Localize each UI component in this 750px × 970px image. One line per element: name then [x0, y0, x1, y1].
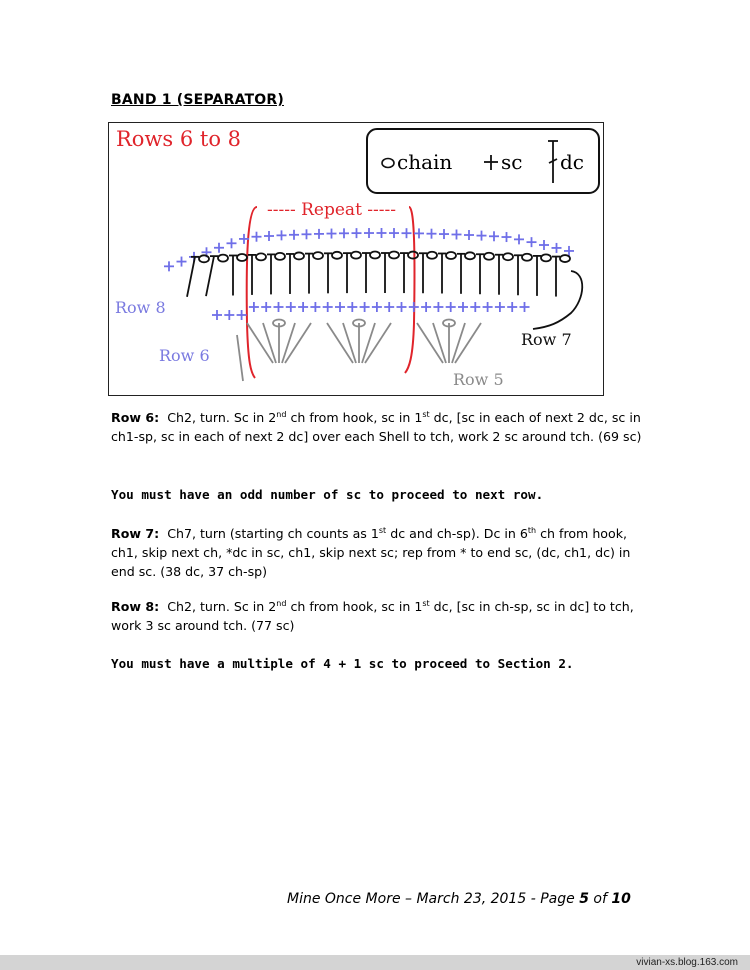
- row6-label: Row 6: [159, 346, 210, 365]
- dc7-chain-18: [541, 254, 551, 261]
- diagram-title: Rows 6 to 8: [116, 127, 242, 151]
- page-footer: [287, 891, 631, 907]
- sc-top-14: [339, 228, 349, 238]
- row8-text-2: ch from hook, sc in 1: [286, 599, 423, 614]
- dc7-chain-14: [465, 252, 475, 259]
- sc-top-0: [164, 261, 174, 271]
- sc-mid-18: [433, 302, 443, 312]
- sc-mid-9: [323, 302, 333, 312]
- sc-mid-1: [224, 310, 234, 320]
- dc7-chain-16: [503, 253, 513, 260]
- sc-mid-8: [310, 302, 320, 312]
- dc7-chain-12: [427, 252, 437, 259]
- sc-top-4: [214, 243, 224, 253]
- sc-mid-5: [274, 302, 284, 312]
- dc7-stem-0: [187, 257, 195, 297]
- dc7-chain-2: [237, 254, 247, 261]
- sc-top-7: [252, 232, 262, 242]
- sc-mid-23: [495, 302, 505, 312]
- sc-mid-19: [446, 302, 456, 312]
- note-multiple: You must have a multiple of 4 + 1 sc to proceed to Section 2.: [111, 656, 574, 671]
- row7-sup-2: th: [527, 526, 537, 535]
- dc7-chain-6: [313, 252, 323, 259]
- row8-text-3: dc, [sc in ch-sp, sc in dc] to tch, work 3 sc around tch. (77 sc): [111, 599, 634, 633]
- sc-top-22: [439, 229, 449, 239]
- row7-sup-1: st: [378, 526, 387, 535]
- sc-top-12: [314, 229, 324, 239]
- repeat-label: ----- Repeat -----: [267, 200, 397, 220]
- sc-top-21: [427, 229, 437, 239]
- footer-page-number: 5: [579, 891, 589, 907]
- row6-edge-stem: [237, 335, 243, 381]
- dc7-chain-13: [446, 252, 456, 259]
- row6-sc-marks: [212, 302, 530, 320]
- row8-label-text: Row 8: [111, 599, 155, 614]
- row6-text-1: Ch2, turn. Sc in 2: [167, 410, 277, 425]
- sc-mid-3: [249, 302, 259, 312]
- sc-top-18: [389, 228, 399, 238]
- row6-label-text: Row 6: [111, 410, 155, 425]
- sc-mid-12: [360, 302, 370, 312]
- row7-turning-chain: [533, 271, 582, 329]
- row8-text-1: Ch2, turn. Sc in 2: [167, 599, 277, 614]
- sc-top-16: [364, 228, 374, 238]
- footer-of: of: [588, 891, 612, 907]
- sc-mid-10: [335, 302, 345, 312]
- row6-text-3: dc, [sc in each of next 2 dc, sc in ch1-sp, sc in each of next 2 dc] over each Shell to tch, work 2 sc around tch. (69 sc): [111, 410, 642, 444]
- sc-top-5: [227, 238, 237, 248]
- sc-top-30: [539, 240, 549, 250]
- dc7-chain-3: [256, 253, 266, 260]
- sc-top-20: [414, 228, 424, 238]
- row6-sup-1: nd: [276, 410, 287, 419]
- sc-mid-13: [372, 302, 382, 312]
- row8-label: Row 8: [115, 298, 166, 317]
- legend-chain-label: chain: [397, 150, 453, 174]
- row7-text-2: dc and ch-sp). Dc in 6: [386, 526, 528, 541]
- sc-top-8: [264, 231, 274, 241]
- sc-mid-7: [298, 302, 308, 312]
- note-odd-number: You must have an odd number of sc to proceed to next row.: [111, 487, 544, 502]
- legend-dc-label: dc: [560, 150, 585, 174]
- row6-instruction: Row 6: Ch2, turn. Sc in 2nd ch from hook, sc in 1st dc, [sc in each of next 2 dc, sc in ch1-sp, sc in each of next 2 dc] over each Shell to tch, work 2 sc around tch. (69 sc): [111, 410, 642, 444]
- dc7-chain-17: [522, 254, 532, 261]
- dc7-chain-10: [389, 252, 399, 259]
- dc7-chain-9: [370, 252, 380, 259]
- dc7-chain-7: [332, 252, 342, 259]
- row5-shell-marks: [237, 320, 481, 382]
- row6-text-2: ch from hook, sc in 1: [286, 410, 423, 425]
- sc-top-1: [177, 257, 187, 267]
- sc-icon: [484, 155, 498, 170]
- dc7-chain-11: [408, 252, 418, 259]
- stitch-diagram: [108, 122, 604, 396]
- row8-sup-1: nd: [276, 599, 287, 608]
- row7-text-1: Ch7, turn (starting ch counts as 1: [167, 526, 379, 541]
- row8-sc-marks: [164, 228, 574, 271]
- row8-sup-2: st: [422, 599, 430, 608]
- sc-top-10: [289, 230, 299, 240]
- sc-top-27: [502, 232, 512, 242]
- row7-text-3: ch from hook, ch1, skip next ch, *dc in sc, ch1, skip next sc; rep from * to end sc, (dc, ch1, dc) in end sc. (38 dc, 37 ch-sp): [111, 526, 631, 579]
- footer-page-total: 10: [611, 891, 631, 907]
- sc-top-15: [352, 228, 362, 238]
- dc7-chain-1: [218, 255, 228, 262]
- sc-top-31: [552, 243, 562, 253]
- dc7-chain-5: [294, 252, 304, 259]
- row8-instruction: Row 8: Ch2, turn. Sc in 2nd ch from hook, sc in 1st dc, [sc in ch-sp, sc in dc] to tch, work 3 sc around tch. (77 sc): [111, 599, 634, 633]
- sc-top-24: [464, 230, 474, 240]
- footer-text: Mine Once More – March 23, 2015 - Page: [287, 891, 580, 907]
- dc7-chain-4: [275, 253, 285, 260]
- row5-label: Row 5: [453, 370, 504, 389]
- sc-mid-25: [520, 302, 530, 312]
- row7-label-text: Row 7: [111, 526, 155, 541]
- sc-mid-21: [470, 302, 480, 312]
- sc-mid-22: [483, 302, 493, 312]
- sc-top-17: [377, 228, 387, 238]
- sc-top-28: [514, 234, 524, 244]
- sc-top-13: [327, 229, 337, 239]
- row7-label: Row 7: [521, 330, 572, 349]
- legend-sc-label: sc: [501, 150, 523, 174]
- sc-top-23: [452, 229, 462, 239]
- sc-mid-14: [384, 302, 394, 312]
- sc-mid-2: [237, 310, 247, 320]
- sc-mid-6: [286, 302, 296, 312]
- sc-top-29: [527, 237, 537, 247]
- sc-mid-15: [397, 302, 407, 312]
- row7-dc-marks: [187, 252, 570, 297]
- sc-mid-20: [458, 302, 468, 312]
- dc7-chain-8: [351, 252, 361, 259]
- sc-mid-16: [409, 302, 419, 312]
- sc-top-26: [489, 231, 499, 241]
- row7-instruction: Row 7: Ch7, turn (starting ch counts as 1st dc and ch-sp). Dc in 6th ch from hook, ch1, skip next ch, *dc in sc, ch1, skip next sc; rep from * to end sc, (dc, ch1, dc) in end sc. (38 dc, 37 ch-sp): [111, 526, 631, 579]
- chain-icon: [382, 159, 394, 168]
- dc7-chain-0: [199, 255, 209, 262]
- sc-mid-4: [261, 302, 271, 312]
- dc7-chain-15: [484, 253, 494, 260]
- sc-mid-17: [421, 302, 431, 312]
- sc-mid-24: [507, 302, 517, 312]
- stitch-diagram-svg: [109, 123, 605, 397]
- watermark: vivian-xs.blog.163.com: [636, 957, 738, 968]
- sc-top-25: [477, 231, 487, 241]
- sc-top-9: [277, 230, 287, 240]
- sc-mid-0: [212, 310, 222, 320]
- row6-sup-2: st: [422, 410, 430, 419]
- section-title: BAND 1 (SEPARATOR): [111, 92, 284, 108]
- dc7-chain-19: [560, 255, 570, 262]
- sc-mid-11: [347, 302, 357, 312]
- sc-top-11: [302, 229, 312, 239]
- dc-icon: [548, 141, 558, 183]
- sc-top-19: [402, 228, 412, 238]
